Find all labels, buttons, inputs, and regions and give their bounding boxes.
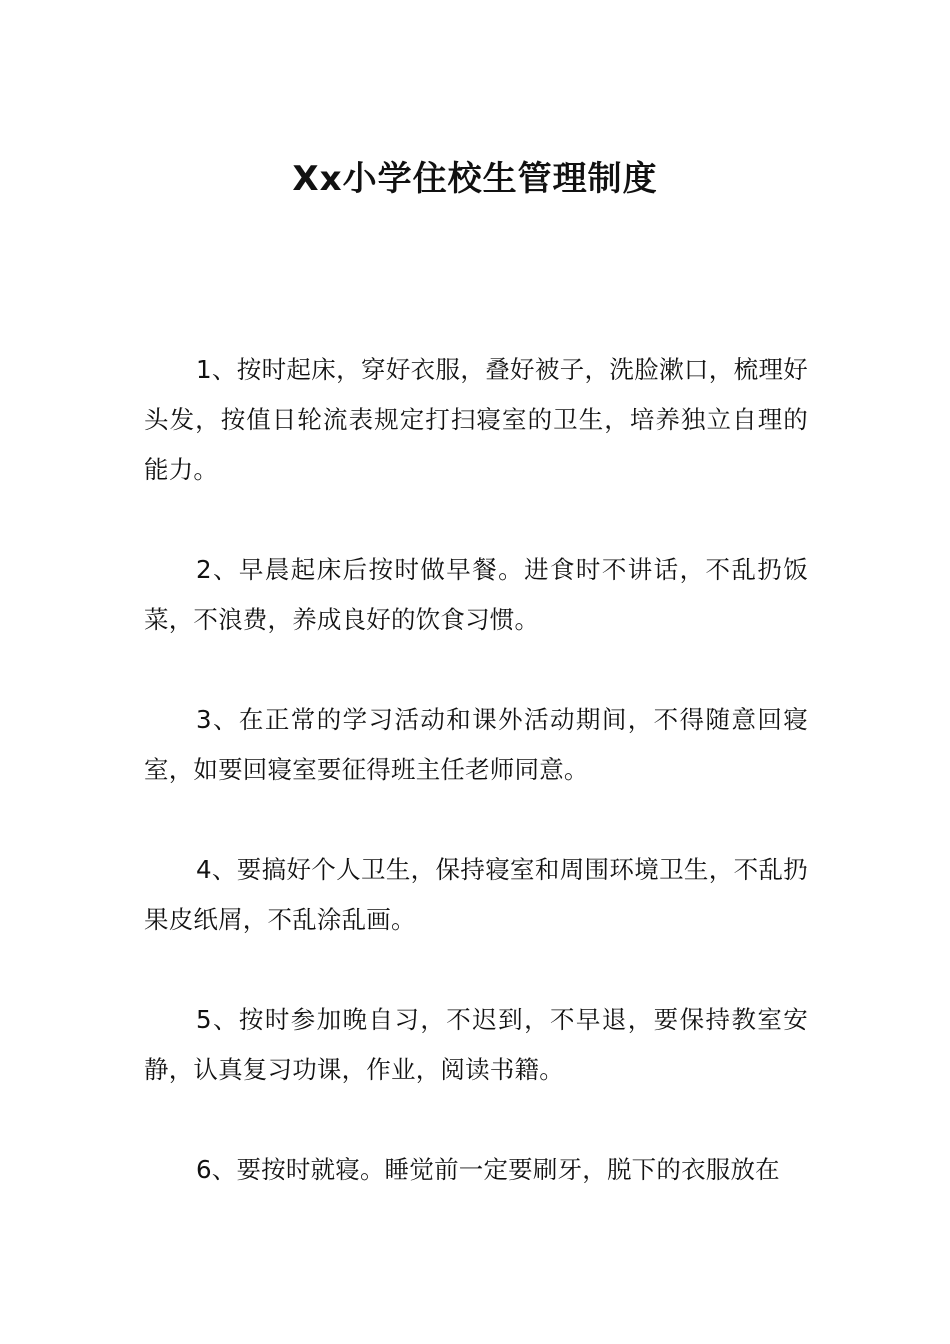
rule-paragraph-2: 2、早晨起床后按时做早餐。进食时不讲话，不乱扔饭菜，不浪费，养成良好的饮食习惯。 <box>144 555 808 634</box>
document-body <box>144 345 808 1245</box>
document-title: Xx小学住校生管理制度 <box>292 159 658 199</box>
rule-paragraph-4: 4、要搞好个人卫生，保持寝室和周围环境卫生，不乱扔果皮纸屑，不乱涂乱画。 <box>144 855 808 934</box>
rule-paragraph-3: 3、在正常的学习活动和课外活动期间，不得随意回寝室，如要回寝室要征得班主任老师同意。 <box>144 705 808 784</box>
rule-paragraph-5: 5、按时参加晚自习，不迟到，不早退，要保持教室安静，认真复习功课，作业，阅读书籍。 <box>144 1005 808 1084</box>
rule-paragraph-1: 1、按时起床，穿好衣服，叠好被子，洗脸漱口，梳理好头发，按值日轮流表规定打扫寝室的卫生，培养独立自理的能力。 <box>144 355 808 484</box>
rule-paragraph-6: 6、要按时就寝。睡觉前一定要刷牙，脱下的衣服放在 <box>196 1155 780 1184</box>
